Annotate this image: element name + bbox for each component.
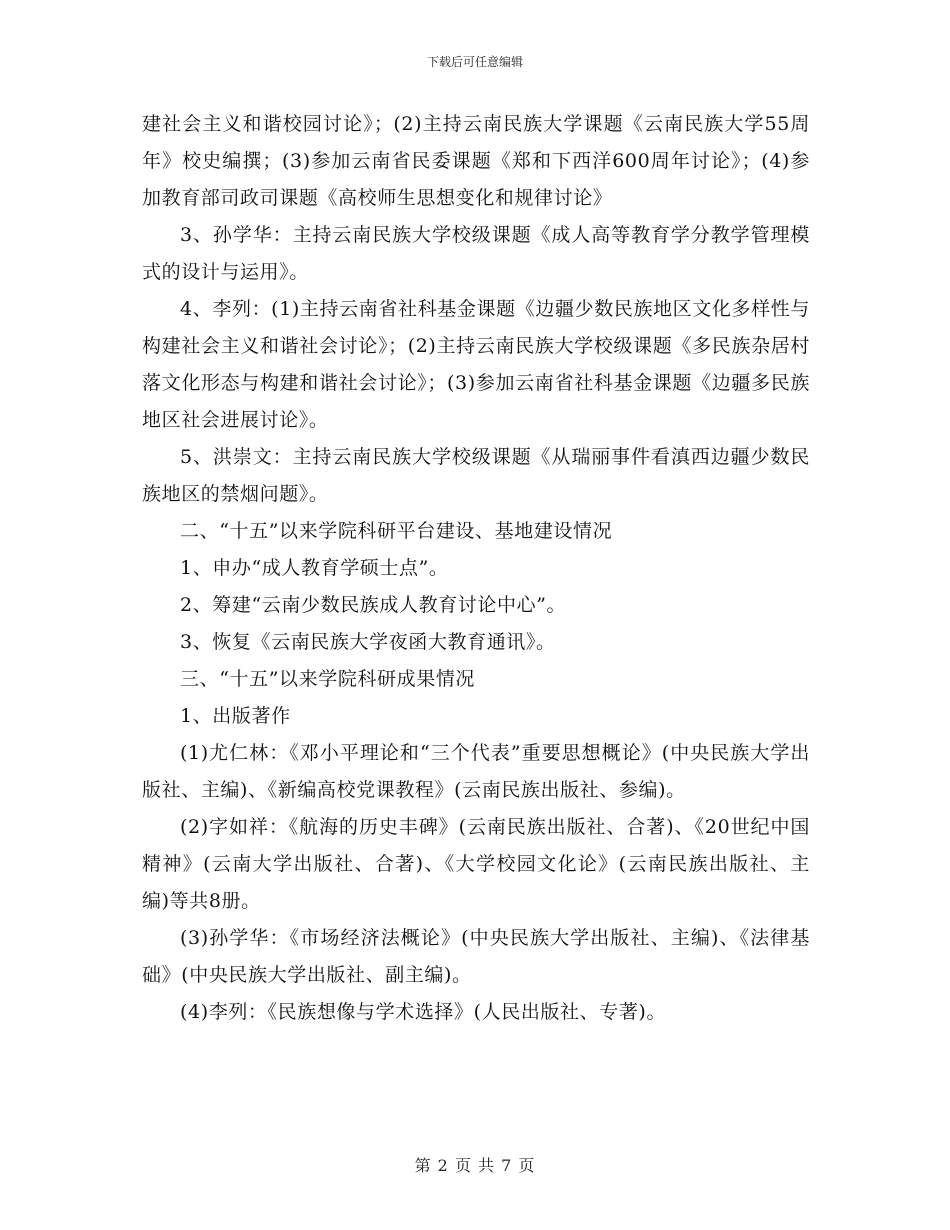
section-heading-3: 三、“十五”以来学院科研成果情况 <box>180 668 476 690</box>
list-item-3: 3、恢复《云南民族大学夜函大教育通讯》。 <box>180 631 556 653</box>
paragraph-1: 建社会主义和谐校园讨论》；(2)主持云南民族大学课题《云南民族大学55周年》校史编撰；(3)参加云南省民委课题《郑和下西洋600周年讨论》；(4)参加教育部司政司课题《高校师生思想变化和规律讨论》 <box>142 113 810 209</box>
publication-item-4: (4)李列：《民族想像与学术选择》(人民出版社、专著)。 <box>180 1001 667 1023</box>
publication-item-2: (2)字如祥：《航海的历史丰碑》(云南民族出版社、合著)、《20世纪中国精神》(云南大学出版社、合著)、《大学校园文化论》(云南民族出版社、主编)等共8册。 <box>142 816 810 912</box>
list-item-2: 2、筹建“云南少数民族成人教育讨论中心”。 <box>180 594 567 616</box>
paragraph-2: 3、孙学华：主持云南民族大学校级课题《成人高等教育学分教学管理模式的设计与运用》。 <box>142 224 810 283</box>
list-item-1: 1、申办“成人教育学硕士点”。 <box>180 557 449 579</box>
publication-item-1: (1)尤仁林：《邓小平理论和“三个代表”重要思想概论》(中央民族大学出版社、主编)、《新编高校党课教程》(云南民族出版社、参编)。 <box>142 742 810 801</box>
subsection-heading: 1、出版著作 <box>180 705 291 727</box>
publication-item-3: (3)孙学华：《市场经济法概论》(中央民族大学出版社、主编)、《法律基础》(中央民族大学出版社、副主编)。 <box>142 927 810 986</box>
paragraph-4: 5、洪崇文：主持云南民族大学校级课题《从瑞丽事件看滇西边疆少数民族地区的禁烟问题》。 <box>142 446 810 505</box>
document-body <box>142 106 810 1031</box>
paragraph-3: 4、李列：(1)主持云南省社科基金课题《边疆少数民族地区文化多样性与构建社会主义和谐社会讨论》；(2)主持云南民族大学校级课题《多民族杂居村落文化形态与构建和谐社会讨论》；(3)参加云南省社科基金课题《边疆多民族地区社会进展讨论》。 <box>142 298 810 431</box>
page-footer: 第 2 页 共 7 页 <box>414 1156 536 1175</box>
page-header: 下载后可任意编辑 <box>426 55 523 69</box>
section-heading-2: 二、“十五”以来学院科研平台建设、基地建设情况 <box>180 520 613 542</box>
